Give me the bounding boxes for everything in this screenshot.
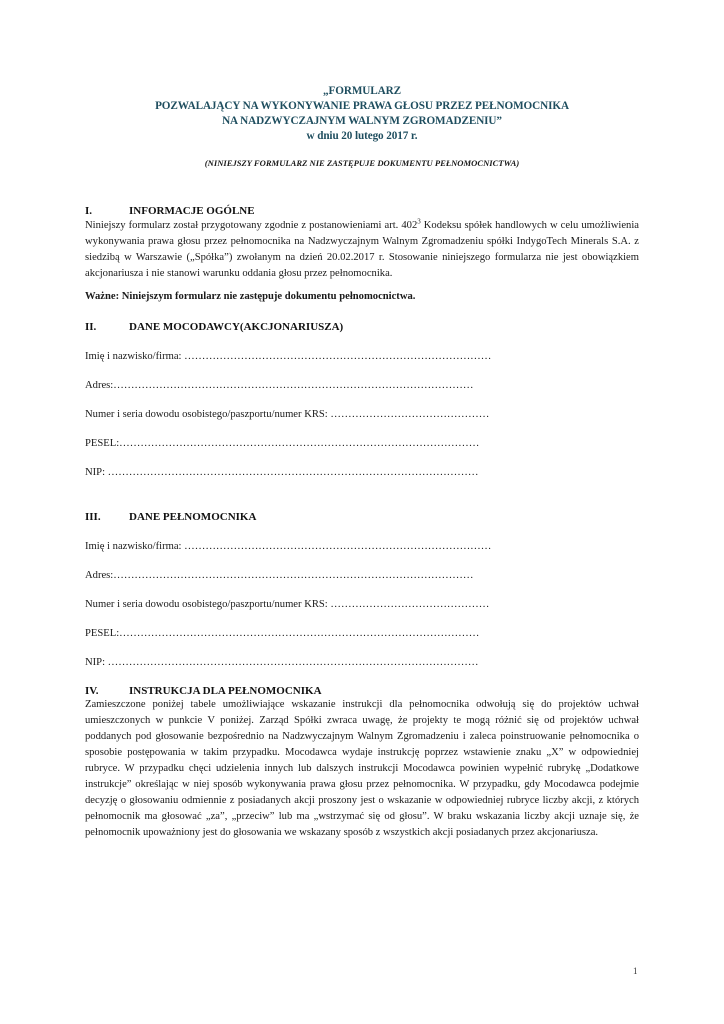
title-line-2: POZWALAJĄCY NA WYKONYWANIE PRAWA GŁOSU PRZEZ PEŁNOMOCNIKA xyxy=(155,100,569,112)
section-1-superscript: 3 xyxy=(417,217,421,226)
proxy-id-field[interactable]: Numer i seria dowodu osobistego/paszportu/numer KRS: ……………………………………… xyxy=(85,599,490,610)
proxy-pesel-field[interactable]: PESEL:………………………………………………………………………………………… xyxy=(85,628,480,639)
principal-address-field[interactable]: Adres:………………………………………………………………………………………… xyxy=(85,380,474,391)
section-4-heading xyxy=(85,685,322,697)
proxy-nip-field[interactable]: NIP: …………………………………………………………………………………………… xyxy=(85,657,479,668)
section-3-heading xyxy=(85,511,256,523)
proxy-address-field[interactable]: Adres:………………………………………………………………………………………… xyxy=(85,570,474,581)
section-4-number: IV. xyxy=(85,685,99,697)
section-4-text: Zamieszczone poniżej tabele umożliwiające wskazanie instrukcji dla pełnomocnika odwołują się do projektów uchwał umieszczonych w punkcie V poniżej. Zarząd Spółki zwraca uwagę, że projekty te mogą różnić się od projektów uchwał poddanych pod głosowanie bezpośrednio na Nadzwyczajnym Walnym Zgromadzeniu i zaleca poinstruowanie pełnomocnika o sposobie postępowania w takim przypadku. Mocodawca wydaje instrukcję poprzez wstawienie znaku „X” w odpowiedniej rubryce. W przypadku chęci udzielenia innych lub dalszych instrukcji Mocodawca powinien wypełnić rubrykę „Dodatkowe instrukcje” określając w niej sposób wykonywania prawa głosu przez pełnomocnika. W przypadku, gdy Mocodawca podejmie decyzję o głosowaniu odmiennie z posiadanych akcji proszony jest o wskazanie w odpowiedniej rubryce liczby akcji, z których pełnomocnik ma głosować „za”, „przeciw” lub ma „wstrzymać się od głosu”. W braku wskazania liczby akcji uznaje się, że pełnomocnik upoważniony jest do głosowania we wskazany sposób z wszystkich akcji posiadanych przez akcjonariusza. xyxy=(85,699,639,838)
section-1-heading xyxy=(85,205,255,217)
section-1-text xyxy=(85,218,639,282)
principal-name-field[interactable]: Imię i nazwisko/firma: …………………………………………………………………………… xyxy=(85,351,492,362)
section-3-title: DANE PEŁNOMOCNIKA xyxy=(129,511,257,523)
title-line-4: w dniu 20 lutego 2017 r. xyxy=(306,130,418,142)
section-1-text-part1: Niniejszy formularz został przygotowany zgodnie z postanowieniami art. 402 xyxy=(85,220,418,231)
section-3-number: III. xyxy=(85,511,101,523)
section-4-title: INSTRUKCJA DLA PEŁNOMOCNIKA xyxy=(129,685,322,697)
section-1-text-part2: Kodeksu spółek handlowych w celu umożliwienia wykonywania prawa głosu przez pełnomocnika na Nadzwyczajnym Walnym Zgromadzeniu spółki IndygoTech Minerals S.A. z siedzibą w Warszawie („Spółka”) zwołanym na dzień 20.02.2017 r. Stosowanie niniejszego formularza nie jest obowiązkiem akcjonariusza i nie stanowi warunku oddania głosu przez pełnomocnika. xyxy=(85,220,639,279)
section-2-title: DANE MOCODAWCY(AKCJONARIUSZA) xyxy=(129,321,344,333)
principal-id-field[interactable]: Numer i seria dowodu osobistego/paszportu/numer KRS: ……………………………………… xyxy=(85,409,490,420)
title-line-3: NA NADZWYCZAJNYM WALNYM ZGROMADZENIU” xyxy=(222,115,502,127)
proxy-name-field[interactable]: Imię i nazwisko/firma: …………………………………………………………………………… xyxy=(85,541,492,552)
page-number: 1 xyxy=(633,966,638,976)
principal-nip-field[interactable]: NIP: …………………………………………………………………………………………… xyxy=(85,467,479,478)
title-line-1: „FORMULARZ xyxy=(323,85,401,97)
section-1-title: INFORMACJE OGÓLNE xyxy=(129,205,255,217)
disclaimer-note: (NINIEJSZY FORMULARZ NIE ZASTĘPUJE DOKUMENTU PEŁNOMOCNICTWA) xyxy=(204,158,520,168)
section-1-number: I. xyxy=(85,205,93,217)
section-2-number: II. xyxy=(85,321,97,333)
section-2-heading xyxy=(85,321,343,333)
document-title xyxy=(0,84,724,144)
important-note: Ważne: Niniejszym formularz nie zastępuje dokumentu pełnomocnictwa. xyxy=(85,291,416,302)
principal-pesel-field[interactable]: PESEL:………………………………………………………………………………………… xyxy=(85,438,480,449)
